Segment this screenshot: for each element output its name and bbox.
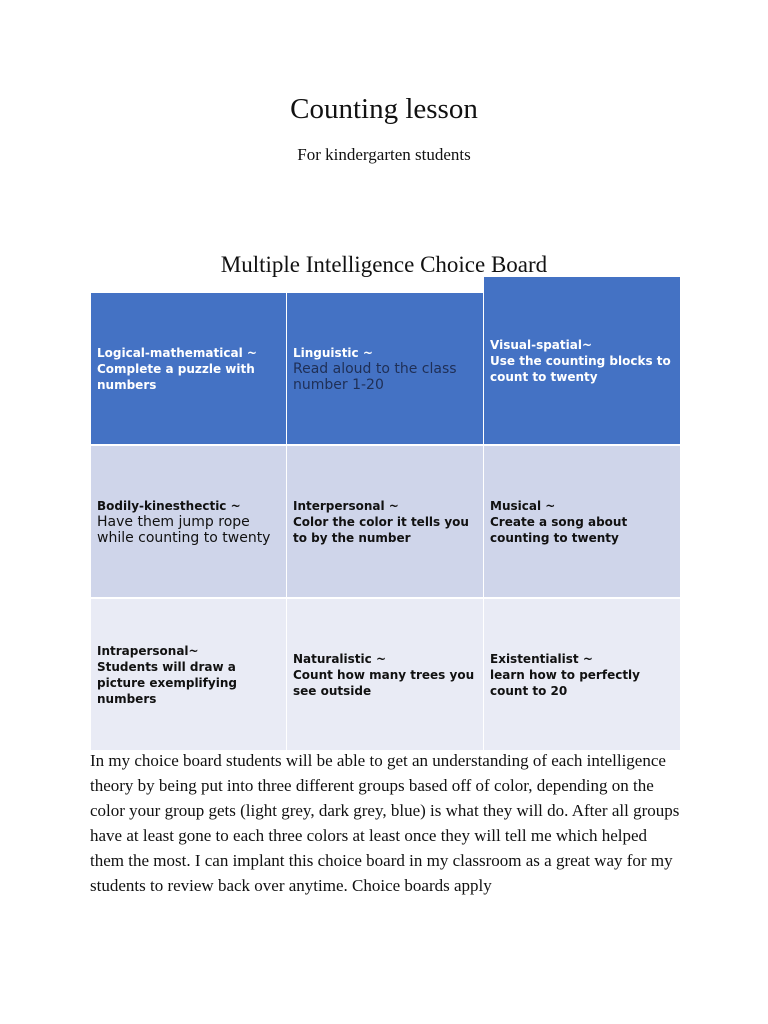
cell-bodily-kinesthetic xyxy=(91,446,286,597)
cell-description: Complete a puzzle with numbers xyxy=(97,361,255,392)
cell-description: Color the color it tells you to by the number xyxy=(293,514,469,545)
cell-intrapersonal xyxy=(91,599,286,750)
cell-label: Bodily-kinesthectic ~ xyxy=(97,498,241,513)
cell-label: Intrapersonal~ xyxy=(97,643,199,658)
cell-description: Create a song about counting to twenty xyxy=(490,514,628,545)
cell-label: Linguistic ~ xyxy=(293,345,373,360)
cell-label: Musical ~ xyxy=(490,498,556,513)
cell-label: Logical-mathematical ~ xyxy=(97,345,257,360)
cell-existentialist xyxy=(484,599,680,750)
cell-visual-spatial xyxy=(484,277,680,444)
cell-label: Interpersonal ~ xyxy=(293,498,399,513)
page-subtitle: For kindergarten students xyxy=(297,145,471,164)
body-paragraph: In my choice board students will be able to get an understanding of each intelligence theory by being put into three different groups based off of color, depending on the color your group gets (light grey, dark grey, blue) is what they will do. After all groups have at least gone to each three colors at least once they will tell me which helped them the most. I can implant this choice board in my classroom as a great way for my students to review back over anytime. Choice boards apply xyxy=(90,751,680,895)
cell-musical xyxy=(484,446,680,597)
cell-label: Visual-spatial~ xyxy=(490,337,593,352)
cell-description: learn how to perfectly count to 20 xyxy=(490,667,640,698)
cell-description: Use the counting blocks to count to twenty xyxy=(490,353,671,384)
choice-board-title: Multiple Intelligence Choice Board xyxy=(220,252,548,277)
cell-description: Have them jump rope while counting to twenty xyxy=(97,513,271,546)
cell-description: Students will draw a picture exemplifying numbers xyxy=(97,659,237,706)
cell-naturalistic xyxy=(287,599,483,750)
cell-interpersonal xyxy=(287,446,483,597)
page-title: Counting lesson xyxy=(290,93,478,125)
cell-description: Count how many trees you see outside xyxy=(293,667,475,698)
cell-description: Read aloud to the class number 1-20 xyxy=(293,360,457,393)
cell-linguistic xyxy=(287,293,483,444)
cell-label: Naturalistic ~ xyxy=(293,651,386,666)
cell-label: Existentialist ~ xyxy=(490,651,593,666)
choice-board-table xyxy=(91,293,678,750)
cell-logical-mathematical xyxy=(91,293,286,444)
